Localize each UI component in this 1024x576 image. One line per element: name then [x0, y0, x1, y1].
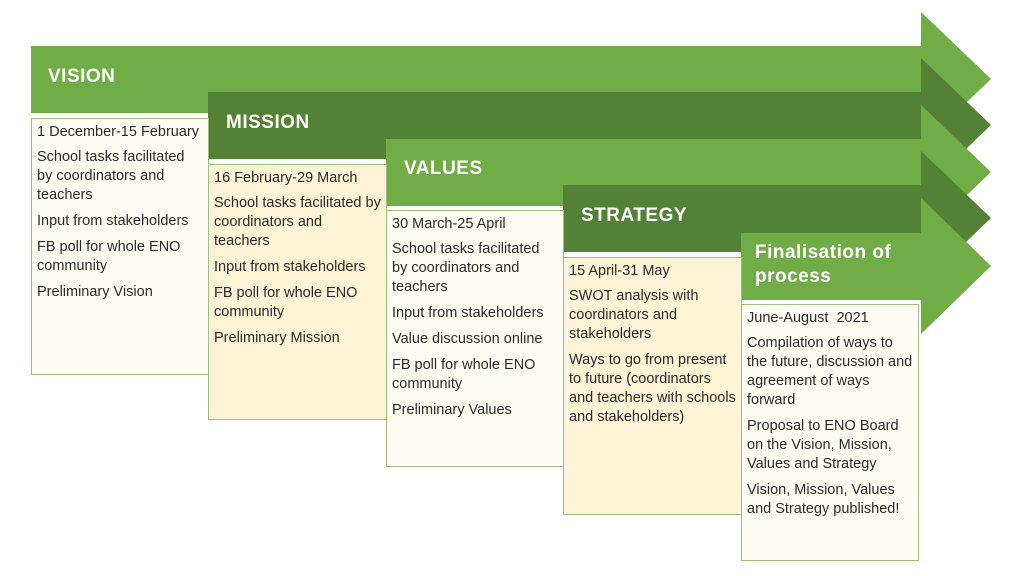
vision-item: School tasks facilitated by coordinators and teachers	[37, 149, 185, 203]
strategy-item: SWOT analysis with coordinators and stakeholders	[569, 288, 699, 342]
strategy-dates: 15 April-31 May	[569, 263, 670, 279]
strategy-box	[563, 257, 742, 515]
finalisation-item: Compilation of ways to the future, discussion and agreement of ways forward	[747, 335, 913, 408]
values-item: FB poll for whole ENO community	[392, 357, 536, 392]
values-title: VALUES	[404, 158, 483, 179]
mission-item: School tasks facilitated by coordinators and teachers	[214, 195, 381, 249]
vision-dates: 1 December-15 February	[37, 124, 199, 140]
mission-box	[208, 164, 387, 420]
values-box	[386, 210, 564, 467]
values-item: Preliminary Values	[392, 402, 512, 418]
strategy-title: STRATEGY	[581, 205, 688, 226]
finalisation-box	[741, 304, 919, 561]
mission-item: FB poll for whole ENO community	[214, 285, 358, 320]
vision-box	[31, 118, 209, 375]
finalisation-dates: June-August 2021	[747, 310, 869, 326]
values-item: Input from stakeholders	[392, 305, 544, 321]
mission-item: Input from stakeholders	[214, 259, 366, 275]
vision-item: FB poll for whole ENO community	[37, 239, 181, 274]
vision-title: VISION	[48, 66, 116, 87]
finalisation-item: Vision, Mission, Values and Strategy published!	[747, 482, 900, 517]
vision-item: Preliminary Vision	[37, 284, 153, 300]
mission-dates: 16 February-29 March	[214, 170, 358, 186]
values-dates: 30 March-25 April	[392, 216, 506, 232]
finalisation-item: Proposal to ENO Board on the Vision, Mission, Values and Strategy	[747, 418, 899, 472]
mission-item: Preliminary Mission	[214, 330, 340, 346]
vision-item: Input from stakeholders	[37, 213, 189, 229]
strategy-item: Ways to go from present to future (coordinators and teachers with schools and stakeholders)	[569, 352, 736, 425]
finalisation-title: Finalisation of process	[755, 242, 892, 287]
mission-title: MISSION	[226, 112, 310, 133]
values-item: School tasks facilitated by coordinators and teachers	[392, 241, 540, 295]
values-item: Value discussion online	[392, 331, 543, 347]
